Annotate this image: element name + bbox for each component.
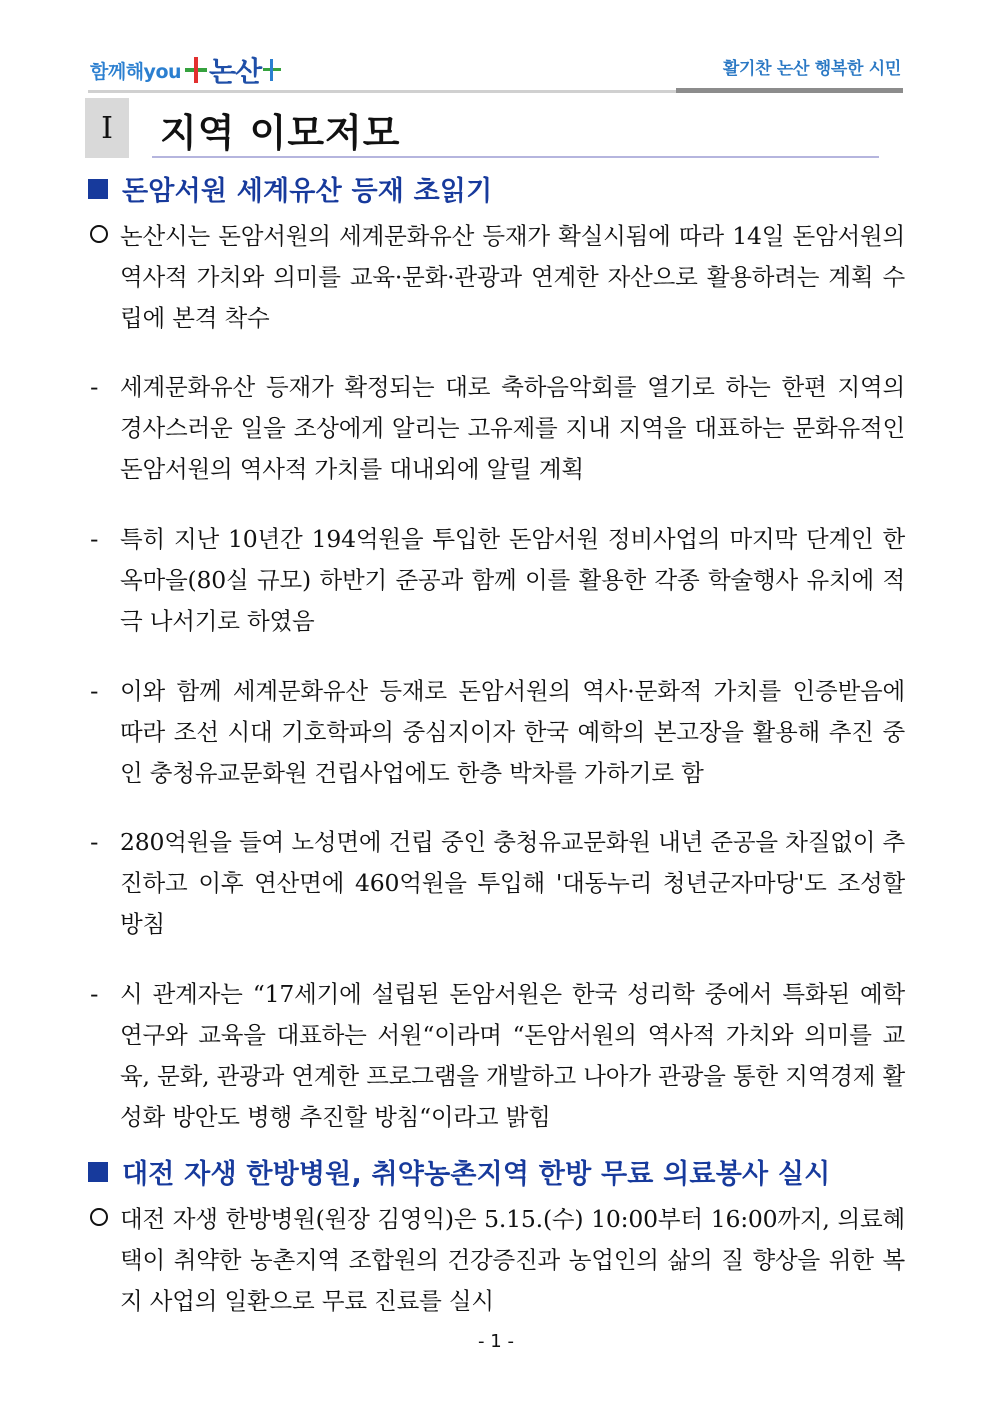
city-logo (90, 54, 281, 86)
page-number: - 1 - (478, 1331, 514, 1352)
square-bullet-icon (88, 179, 108, 199)
plus-icon (185, 57, 207, 83)
header-tagline: 활기찬 논산 행복한 시민 (722, 59, 901, 79)
paragraph-text: 대전 자생 한방병원(원장 김영익)은 5.15.(수) 10:00부터 16:00까지, 의료혜택이 취약한 농촌지역 조합원의 건강증진과 농업인의 삶의 질 향상을 위한 복지 사업의 일환으로 무료 진료를 실시 (120, 1205, 905, 1315)
header-divider (88, 90, 676, 93)
dash-bullet: - (90, 373, 99, 401)
circle-bullet-icon (90, 225, 108, 243)
square-bullet-icon (88, 1162, 108, 1182)
logo-slogan: 함께해you (90, 60, 182, 83)
dash-bullet: - (90, 980, 99, 1008)
paragraph (90, 367, 905, 490)
dash-bullet: - (90, 677, 99, 705)
topic-heading (88, 169, 492, 208)
paragraph (90, 974, 905, 1138)
plus-icon (263, 59, 281, 81)
topic-title: 돈암서원 세계유산 등재 초읽기 (122, 176, 493, 207)
logo-name: 논산 (209, 55, 262, 88)
dash-bullet: - (90, 828, 99, 856)
topic-title: 대전 자생 한방병원, 취약농촌지역 한방 무료 의료봉사 실시 (122, 1159, 831, 1190)
paragraph-text: 이와 함께 세계문화유산 등재로 돈암서원의 역사·문화적 가치를 인증받음에 따라 조선 시대 기호학파의 중심지이자 한국 예학의 본고장을 활용해 추진 중인 충청유교문화원 건립사업에도 한층 박차를 가하기로 함 (120, 677, 905, 787)
paragraph-text: 세계문화유산 등재가 확정되는 대로 축하음악회를 열기로 하는 한편 지역의 경사스러운 일을 조상에게 알리는 고유제를 지내 지역을 대표하는 문화유적인 돈암서원의 역사적 가치를 대내외에 알릴 계획 (120, 373, 905, 483)
header-divider-accent (676, 88, 903, 93)
paragraph-text: 특히 지난 10년간 194억원을 투입한 돈암서원 정비사업의 마지막 단계인 한옥마을(80실 규모) 하반기 준공과 함께 이를 활용한 각종 학술행사 유치에 적극 나서기로 하였음 (120, 525, 905, 635)
paragraph (90, 671, 905, 794)
paragraph (90, 1199, 905, 1322)
topic-heading (88, 1152, 830, 1191)
section-underline (152, 156, 879, 158)
paragraph-text: 논산시는 돈암서원의 세계문화유산 등재가 확실시됨에 따라 14일 돈암서원의 역사적 가치와 의미를 교육·문화·관광과 연계한 자산으로 활용하려는 계획 수립에 본격 착수 (120, 222, 905, 332)
section-number-box (85, 98, 129, 158)
section-title: 지역 이모저모 (160, 111, 401, 155)
paragraph (90, 216, 905, 339)
paragraph-text: 시 관계자는 “17세기에 설립된 돈암서원은 한국 성리학 중에서 특화된 예학 연구와 교육을 대표하는 서원“이라며 “돈암서원의 역사적 가치와 의미를 교육, 문화, 관광과 연계한 프로그램을 개발하고 나아가 관광을 통한 지역경제 활성화 방안도 병행 추진할 방침“이라고 밝힘 (120, 980, 905, 1131)
section-number: I (101, 110, 113, 146)
paragraph (90, 519, 905, 642)
paragraph (90, 822, 905, 945)
paragraph-text: 280억원을 들여 노성면에 건립 중인 충청유교문화원 내년 준공을 차질없이 추진하고 이후 연산면에 460억원을 투입해 '대동누리 청년군자마당'도 조성할 방침 (120, 828, 905, 938)
circle-bullet-icon (90, 1208, 108, 1226)
dash-bullet: - (90, 525, 99, 553)
